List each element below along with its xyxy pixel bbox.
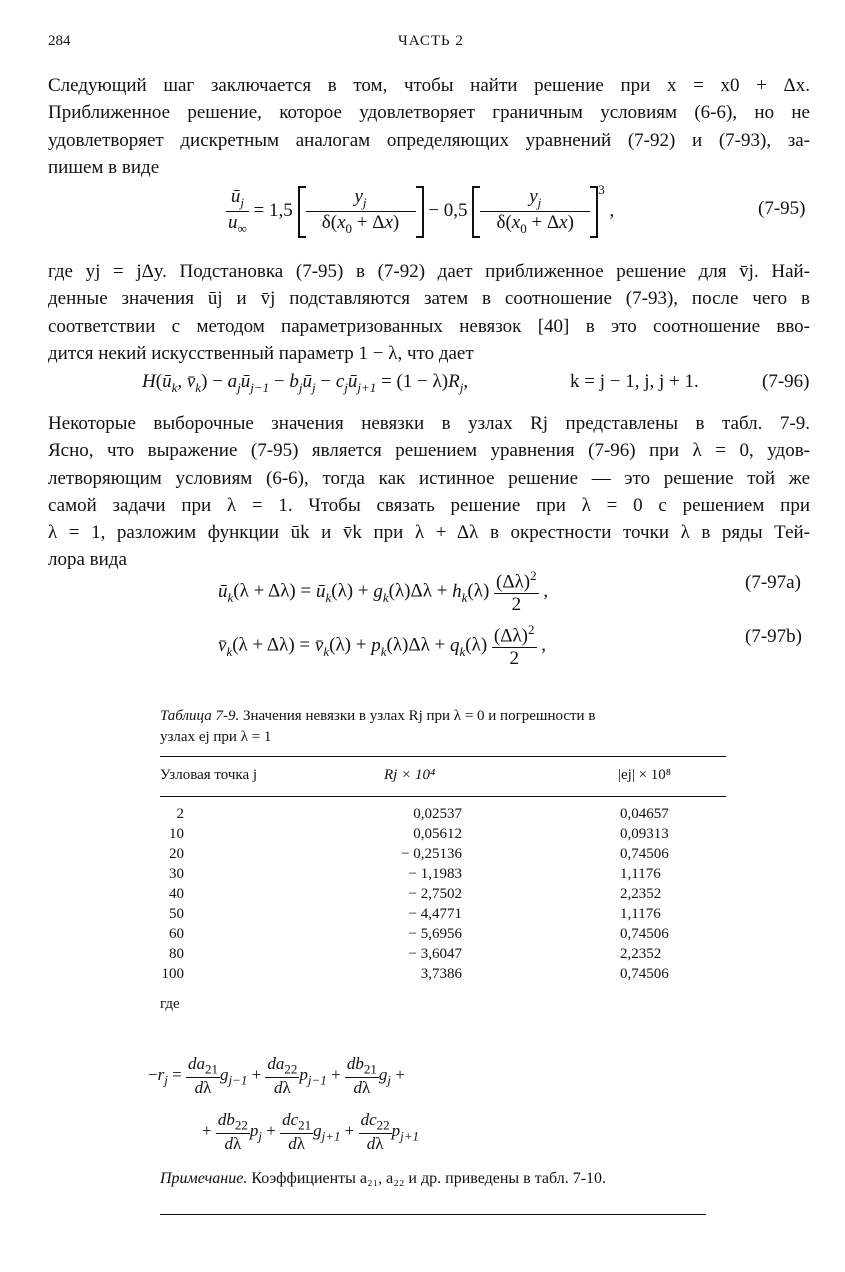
p3-line5: λ = 1, разложим функции ūk и v̄k при λ + Δλ в окрестности точки λ в ряды Тей-	[48, 522, 810, 544]
table-header-error: |ej| × 10⁸	[618, 767, 672, 783]
table-rule-top	[160, 756, 726, 757]
formula-rj-line2: + $\frac{db_{22}}{d\lambda}$ $p_j$ + $\frac{dc_{21}}{d\lambda}$ $g_{j+1}$ + $\frac{dc_{22}}{d\lambda}$ $p_{j+1}$	[202, 1110, 420, 1154]
table-header-node: Узловая точка j	[160, 767, 258, 783]
table-cell-residual: − 5,6956	[408, 926, 462, 942]
table-header-residual: Rj × 10⁴	[384, 767, 436, 783]
table-cell-error: 0,04657	[620, 806, 669, 822]
table-cell-residual: 3,7386	[420, 966, 462, 982]
table-cell-error: 0,74506	[620, 966, 669, 982]
table-cell-node: 80	[169, 946, 184, 962]
table-cell-error: 0,74506	[620, 926, 669, 942]
caption-label: Таблица 7-9.	[160, 708, 240, 724]
table-cell-residual: 0,05612	[413, 826, 462, 842]
equation-7-97a: $ū_k(\lambda + \Delta\lambda)$ = $ū_k(\lambda) + g_k(\lambda)\Delta\lambda + h_k(\lambda)$ $\frac{(\Delta\lambda)^2}{2}$ ,	[218, 568, 549, 616]
table-cell-node: 10	[169, 826, 184, 842]
p1-line2: Приближенное решение, которое удовлетворяет граничным условиям (6-6), но не	[48, 102, 810, 124]
p2-line1: где yj = jΔy. Подстановка (7-95) в (7-92) дает приближенное решение для v̄j. Най-	[48, 261, 810, 282]
equation-number: (7-97a)	[745, 572, 801, 593]
paragraph-2	[48, 258, 810, 367]
text-line	[48, 99, 810, 126]
text-line	[48, 313, 810, 340]
text-line	[48, 285, 810, 312]
p3-line6: лора вида	[48, 549, 127, 571]
table-cell-residual: − 0,25136	[401, 846, 462, 862]
table-cell-node: 2	[176, 806, 184, 822]
running-title: ЧАСТЬ 2	[398, 33, 464, 49]
table-cell-node: 100	[161, 966, 184, 982]
formula-rj-line1: $-r_j$ = $\frac{da_{21}}{d\lambda}$ $g_{j-1}$ + $\frac{da_{22}}{d\lambda}$ $p_{j-1}$ + $\frac{db_{21}}{d\lambda}$ $g_j$ +	[148, 1054, 405, 1098]
table-note	[160, 1170, 606, 1188]
text-line	[48, 340, 810, 367]
p2-line3: соответствии с методом параметризованных невязок [40] в это соотношение вво-	[48, 315, 810, 337]
p1-line1: Следующий шаг заключается в том, чтобы найти решение при x = x0 + Δx.	[48, 75, 810, 96]
table-cell-node: 40	[169, 886, 184, 902]
table-cell-error: 1,1176	[620, 906, 661, 922]
table-cell-residual: − 3,6047	[408, 946, 462, 962]
text-line	[48, 410, 810, 437]
table-cell-error: 2,2352	[620, 886, 662, 902]
table-cell-error: 2,2352	[620, 946, 662, 962]
p2-line4: дится некий искусственный параметр 1 − λ, что дает	[48, 342, 474, 364]
equation-number: (7-96)	[762, 371, 810, 392]
table-rule-header	[160, 796, 726, 797]
caption-text-2: узлах ej при λ = 1	[160, 729, 272, 745]
k-range: k = j − 1, j, j + 1.	[570, 371, 699, 392]
text-line	[48, 437, 810, 464]
text-line	[48, 258, 810, 285]
p1-line4: пишем в виде	[48, 156, 160, 178]
table-cell-residual: − 4,4771	[408, 906, 462, 922]
text-line	[48, 519, 810, 546]
note-text: Коэффициенты a₂₁, a₂₂ и др. приведены в табл. 7-10.	[251, 1170, 607, 1187]
p3-line1: Некоторые выборочные значения невязки в узлах Rj представлены в табл. 7-9.	[48, 413, 810, 434]
page-number: 284	[48, 33, 71, 49]
equation-7-96: $H(ū_k$, $v̄_k$) − $a_jū_{j-1}$ − $b_jū_j$ − $c_jū_{j+1} = (1 - \lambda)R_j$,	[142, 371, 469, 395]
p3-line3: летворяющим условиям (6-6), тогда как истинное решение — это решение той же	[48, 467, 810, 489]
equation-number: (7-95)	[758, 198, 806, 219]
text-line	[48, 492, 810, 519]
note-label: Примечание.	[160, 1170, 248, 1187]
table-cell-residual: − 1,1983	[408, 866, 462, 882]
table-cell-residual: − 2,7502	[408, 886, 462, 902]
p3-line2: Ясно, что выражение (7-95) является решением уравнения (7-96) при λ = 0, удов-	[48, 440, 810, 462]
text-line	[48, 465, 810, 492]
where-label: где	[160, 996, 180, 1012]
equation-number: (7-97b)	[745, 626, 802, 647]
table-cell-node: 60	[169, 926, 184, 942]
table-cell-node: 30	[169, 866, 184, 882]
text-line	[48, 72, 810, 99]
table-rule-bottom	[160, 1214, 706, 1215]
table-cell-error: 0,09313	[620, 826, 669, 842]
table-cell-node: 20	[169, 846, 184, 862]
equation-7-95: $\frac{ū_j}{u_\infty}$ = 1,5 $\frac{y_j}{\delta(x_0 + \Delta x)}$ − 0,5 $\frac{y_j}{\delta(x_0 + \Delta x)}$ $^3$ ,	[228, 182, 615, 236]
table-caption	[160, 706, 720, 748]
table-cell-error: 1,1176	[620, 866, 661, 882]
paragraph-3	[48, 410, 810, 574]
table-cell-error: 0,74506	[620, 846, 669, 862]
coef-1-5: 1,5	[269, 200, 293, 221]
p2-line2: денные значения ūj и v̄j подставляются затем в соотношение (7-93), после чего в	[48, 288, 810, 310]
text-line	[48, 127, 810, 154]
table-cell-residual: 0,02537	[413, 806, 462, 822]
text-line	[48, 154, 810, 181]
caption-text: Значения невязки в узлах Rj при λ = 0 и погрешности в	[242, 708, 596, 724]
equation-7-97b: $v̄_k(\lambda + \Delta\lambda)$ = $v̄_k(\lambda) + p_k(\lambda)\Delta\lambda + q_k(\lambda)$ $\frac{(\Delta\lambda)^2}{2}$ ,	[218, 622, 547, 670]
table-cell-node: 50	[169, 906, 184, 922]
coef-0-5: 0,5	[443, 200, 468, 221]
p1-line3: удовлетворяет дискретным аналогам определяющих уравнений (7-92) и (7-93), за-	[48, 129, 810, 151]
p3-line4: самой задачи при λ = 1. Чтобы связать решение при λ = 0 с решением при	[48, 494, 810, 516]
paragraph-1	[48, 72, 810, 181]
